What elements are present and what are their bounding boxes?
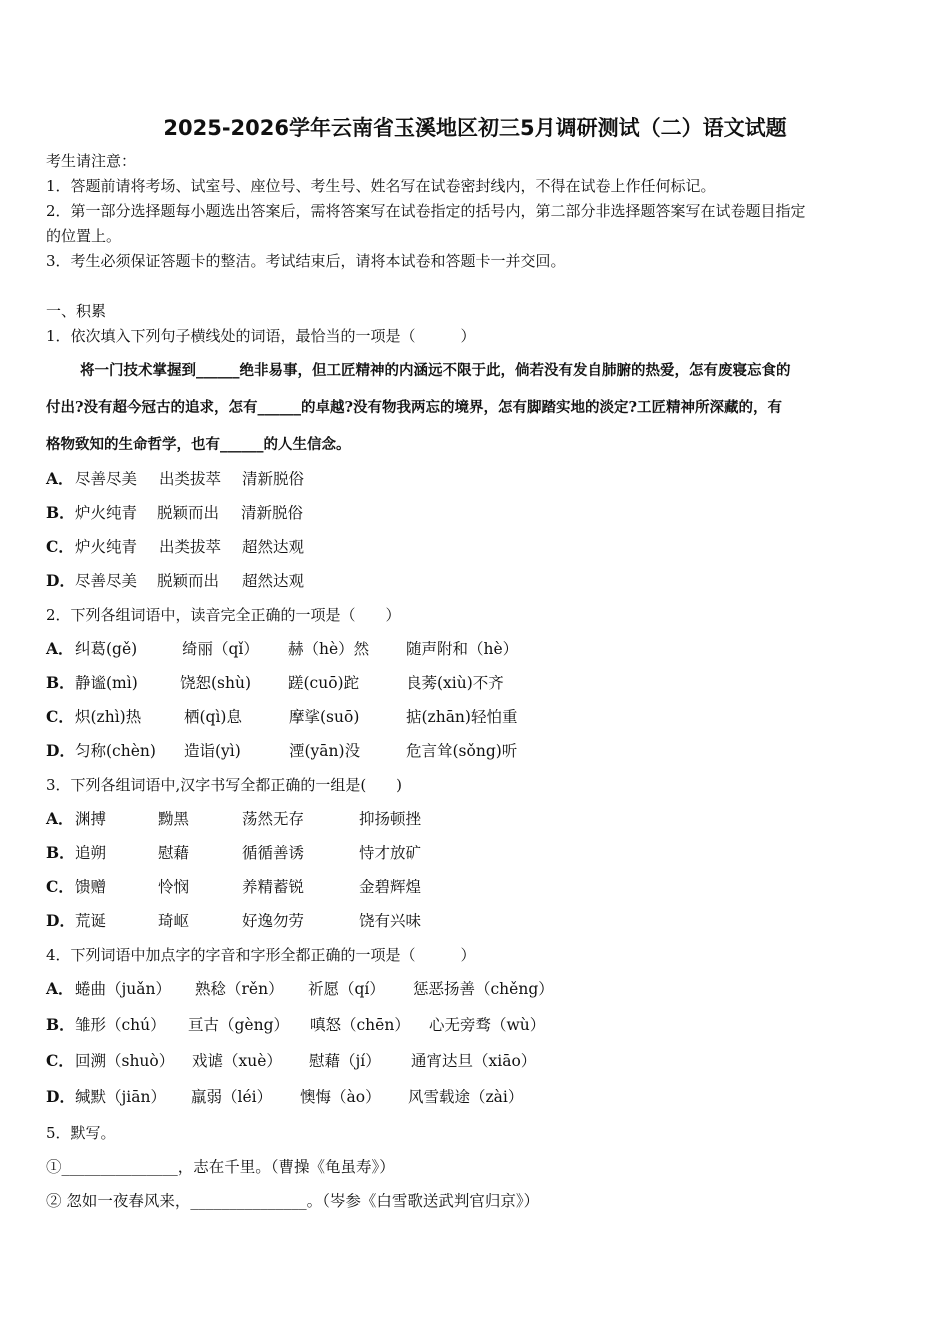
option-word: 绮丽（qǐ） (182, 640, 259, 658)
option-word: 好逸勿劳 (242, 912, 305, 930)
option-word: 超然达观 (242, 538, 305, 556)
q2-option-c[interactable] (46, 706, 518, 728)
option-word: 脱颖而出 (157, 572, 220, 590)
q2-option-a[interactable] (46, 638, 519, 660)
q1-passage-line-2: 付出?没有超今冠古的追求，怎有______的卓越?没有物我两忘的境界，怎有脚踏实地的淡定?工匠精神所深藏的，有 (46, 399, 782, 416)
option-word: 匀称(chèn) (75, 742, 156, 760)
q3-option-d[interactable] (46, 910, 422, 932)
option-word: 养精蓄锐 (242, 878, 305, 896)
option-word: 出类拔萃 (159, 470, 222, 488)
option-label: C． (46, 1051, 74, 1070)
option-label: D． (46, 741, 75, 760)
option-word: 追朔 (75, 844, 107, 862)
q1-stem: 1．依次填入下列句子横线处的词语，最恰当的一项是（ ） (46, 327, 476, 345)
notice-item-2-cont: 的位置上。 (46, 227, 122, 245)
option-word: 回溯（shuò） (75, 1052, 175, 1070)
option-word: 雏形（chú） (75, 1016, 166, 1034)
option-word: 脱颖而出 (157, 504, 220, 522)
option-word: 金碧辉煌 (359, 878, 422, 896)
option-word: 循循善诱 (242, 844, 305, 862)
q1-option-b[interactable] (46, 502, 304, 524)
option-word: 尽善尽美 (75, 470, 138, 488)
option-word: 荒诞 (75, 912, 107, 930)
option-label: B． (46, 503, 75, 522)
q2-option-b[interactable] (46, 672, 504, 694)
q5-line-2: ② 忽如一夜春风来，_______________。（岑参《白雪歌送武判官归京》） (46, 1192, 540, 1210)
option-word: 黝黑 (158, 810, 190, 828)
option-label: B． (46, 1015, 75, 1034)
option-label: B． (46, 843, 75, 862)
option-word: 慰藉（jí） (309, 1052, 381, 1070)
option-word: 超然达观 (242, 572, 305, 590)
option-word: 饶恕(shù) (180, 674, 252, 692)
q2-option-d[interactable] (46, 740, 518, 762)
q2-stem: 2．下列各组词语中，读音完全正确的一项是（ ） (46, 606, 401, 624)
option-word: 栖(qì)息 (184, 708, 242, 726)
option-word: 通宵达旦（xiāo） (411, 1052, 537, 1070)
q4-stem: 4．下列词语中加点字的字音和字形全都正确的一项是（ ） (46, 946, 476, 964)
option-word: 清新脱俗 (241, 504, 304, 522)
option-word: 恃才放矿 (359, 844, 422, 862)
q4-option-c[interactable] (46, 1050, 537, 1072)
option-label: C． (46, 537, 74, 556)
option-word: 蹉(cuō)跎 (288, 674, 360, 692)
option-word: 蜷曲（juǎn） (75, 980, 172, 998)
option-word: 抑扬顿挫 (359, 810, 422, 828)
option-word: 纠葛(gě) (75, 640, 138, 658)
q3-option-c[interactable] (46, 876, 422, 898)
option-word: 赫（hè）然 (288, 640, 370, 658)
q5-stem: 5．默写。 (46, 1124, 116, 1142)
q1-option-a[interactable] (46, 468, 305, 490)
notice-item-3: 3．考生必须保证答题卡的整洁。考试结束后，请将本试卷和答题卡一并交回。 (46, 252, 566, 270)
option-word: 随声附和（hè） (406, 640, 519, 658)
q1-option-d[interactable] (46, 570, 305, 592)
option-word: 掂(zhān)轻怕重 (406, 708, 518, 726)
q4-option-a[interactable] (46, 978, 554, 1000)
q1-option-c[interactable] (46, 536, 305, 558)
notice-item-2: 2．第一部分选择题每小题选出答案后，需将答案写在试卷指定的括号内，第二部分非选择题答案写在试卷题目指定 (46, 202, 806, 220)
option-label: A． (46, 469, 74, 488)
option-word: 炽(zhì)热 (75, 708, 142, 726)
option-word: 懊悔（ào） (300, 1088, 381, 1106)
option-word: 祈愿（qí） (308, 980, 385, 998)
option-label: D． (46, 911, 75, 930)
q4-option-d[interactable] (46, 1086, 524, 1108)
option-word: 静谧(mì) (75, 674, 138, 692)
q3-option-a[interactable] (46, 808, 422, 830)
option-word: 戏谑（xuè） (192, 1052, 282, 1070)
option-word: 慰藉 (158, 844, 190, 862)
option-word: 清新脱俗 (242, 470, 305, 488)
section-heading: 一、积累 (46, 302, 107, 320)
option-label: C． (46, 707, 74, 726)
option-word: 出类拔萃 (159, 538, 222, 556)
option-label: D． (46, 571, 75, 590)
option-label: A． (46, 639, 74, 658)
option-word: 羸弱（léi） (191, 1088, 273, 1106)
option-word: 摩挲(suō) (289, 708, 360, 726)
option-word: 渊搏 (75, 810, 107, 828)
option-label: A． (46, 979, 74, 998)
option-word: 炉火纯青 (75, 504, 138, 522)
option-label: D． (46, 1087, 75, 1106)
option-word: 怜悯 (158, 878, 190, 896)
q5-line-1: ①_______________，志在千里。（曹操《龟虽寿》） (46, 1158, 395, 1176)
option-word: 造诣(yì) (184, 742, 241, 760)
option-word: 风雪载途（zài） (408, 1088, 524, 1106)
option-label: B． (46, 673, 75, 692)
q4-option-b[interactable] (46, 1014, 546, 1036)
q3-stem: 3．下列各组词语中,汉字书写全都正确的一组是( ) (46, 776, 403, 794)
notice-item-1: 1．答题前请将考场、试室号、座位号、考生号、姓名写在试卷密封线内，不得在试卷上作任何标记。 (46, 177, 716, 195)
option-word: 嗔怒（chēn） (310, 1016, 410, 1034)
q3-option-b[interactable] (46, 842, 422, 864)
option-word: 饶有兴味 (359, 912, 422, 930)
page-title: 2025-2026学年云南省玉溪地区初三5月调研测试（二）语文试题 (163, 116, 787, 140)
option-word: 良莠(xiù)不齐 (406, 674, 504, 692)
option-label: C． (46, 877, 74, 896)
option-word: 危言耸(sǒng)听 (406, 742, 518, 760)
option-word: 荡然无存 (242, 810, 305, 828)
option-label: A． (46, 809, 74, 828)
option-word: 惩恶扬善（chěng） (413, 980, 554, 998)
option-word: 缄默（jiān） (75, 1088, 166, 1106)
option-word: 炉火纯青 (75, 538, 138, 556)
q1-passage-line-3: 格物致知的生命哲学，也有______的人生信念。 (46, 436, 351, 453)
option-word: 湮(yān)没 (289, 742, 361, 760)
option-word: 心无旁骛（wù） (429, 1016, 546, 1034)
option-word: 熟稔（rěn） (195, 980, 284, 998)
notice-heading: 考生请注意： (46, 152, 137, 170)
option-word: 馈赠 (75, 878, 107, 896)
option-word: 亘古（gèng） (188, 1016, 290, 1034)
option-word: 尽善尽美 (75, 572, 138, 590)
q1-passage-line-1: 将一门技术掌握到______绝非易事，但工匠精神的内涵远不限于此，倘若没有发自肺腑的热爱，怎有废寝忘食的 (80, 362, 791, 379)
option-word: 琦岖 (158, 912, 190, 930)
